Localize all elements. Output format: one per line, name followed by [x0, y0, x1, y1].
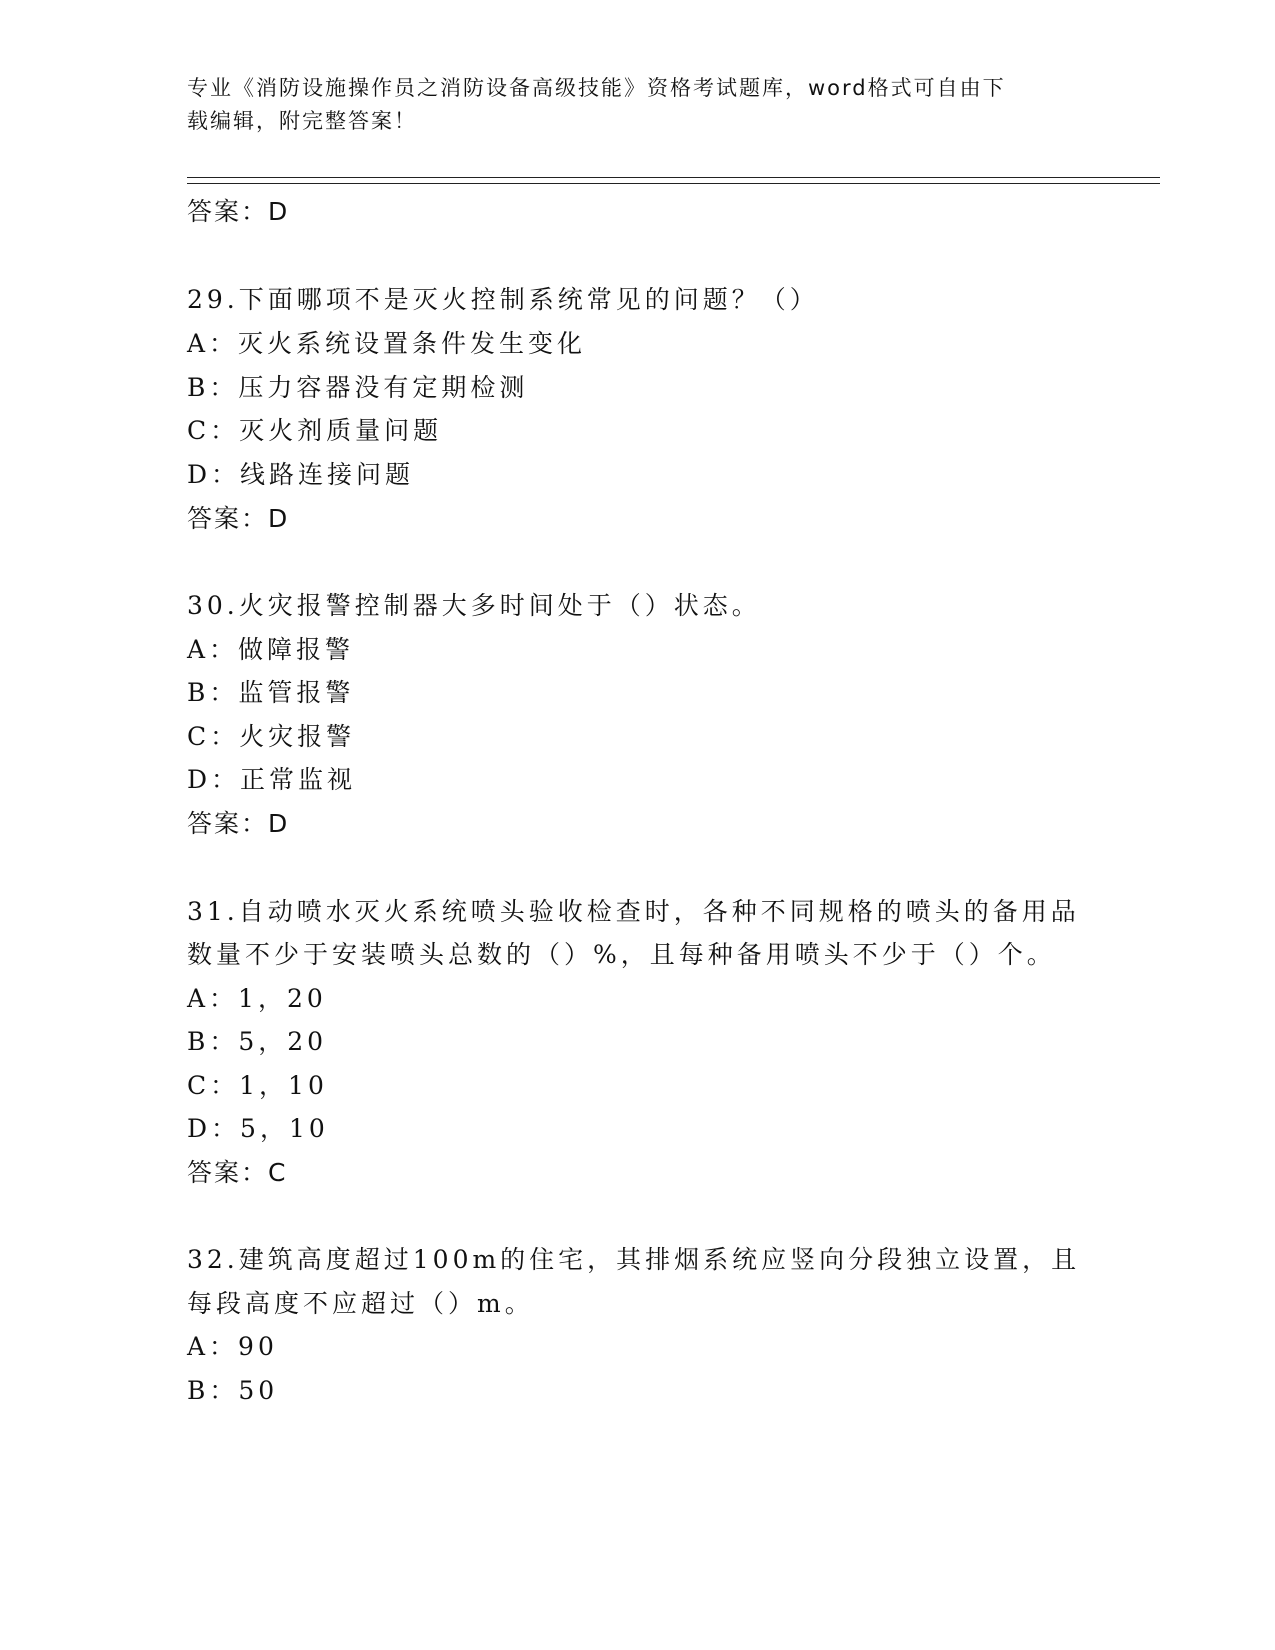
question-29-option-c: C：灭火剂质量问题: [187, 416, 443, 445]
previous-answer: 答案：D: [187, 197, 290, 226]
question-32-option-a: A：90: [187, 1332, 278, 1361]
question-32-option-b: B：50: [187, 1376, 279, 1405]
question-30-answer: 答案：D: [187, 809, 290, 838]
question-29-answer: 答案：D: [187, 504, 290, 533]
question-30-option-d: D：正常监视: [187, 765, 357, 794]
question-29-text: 29.下面哪项不是灭火控制系统常见的问题？（）: [187, 285, 819, 314]
question-31-text-line-1: 31.自动喷水灭火系统喷头验收检查时，各种不同规格的喷头的备用品: [187, 897, 1080, 926]
question-30-option-a: A：做障报警: [187, 635, 355, 664]
question-32-text-line-2: 每段高度不应超过（）m。: [187, 1289, 534, 1318]
header-line-2: 载编辑，附完整答案！: [187, 109, 417, 133]
question-31-option-d: D：5，10: [187, 1114, 329, 1143]
header-line-1: 专业《消防设施操作员之消防设备高级技能》资格考试题库，word格式可自由下: [187, 76, 1006, 100]
question-31-option-b: B：5，20: [187, 1027, 328, 1056]
question-30-option-c: C：火灾报警: [187, 722, 356, 751]
question-31-answer: 答案：C: [187, 1158, 288, 1187]
question-29-option-a: A：灭火系统设置条件发生变化: [187, 329, 587, 358]
question-31-option-c: C：1，10: [187, 1071, 328, 1100]
question-30-text: 30.火灾报警控制器大多时间处于（）状态。: [187, 591, 761, 620]
document-header: [187, 72, 1087, 138]
header-divider-top: [187, 177, 1160, 178]
question-32-text-line-1: 32.建筑高度超过100m的住宅，其排烟系统应竖向分段独立设置，且: [187, 1245, 1081, 1274]
header-divider-bottom: [187, 183, 1160, 184]
question-31-option-a: A：1，20: [187, 984, 327, 1013]
question-29-option-d: D：线路连接问题: [187, 460, 415, 489]
question-29-option-b: B：压力容器没有定期检测: [187, 373, 529, 402]
question-30-option-b: B：监管报警: [187, 678, 355, 707]
question-31-text-line-2: 数量不少于安装喷头总数的（）%，且每种备用喷头不少于（）个。: [187, 940, 1056, 969]
